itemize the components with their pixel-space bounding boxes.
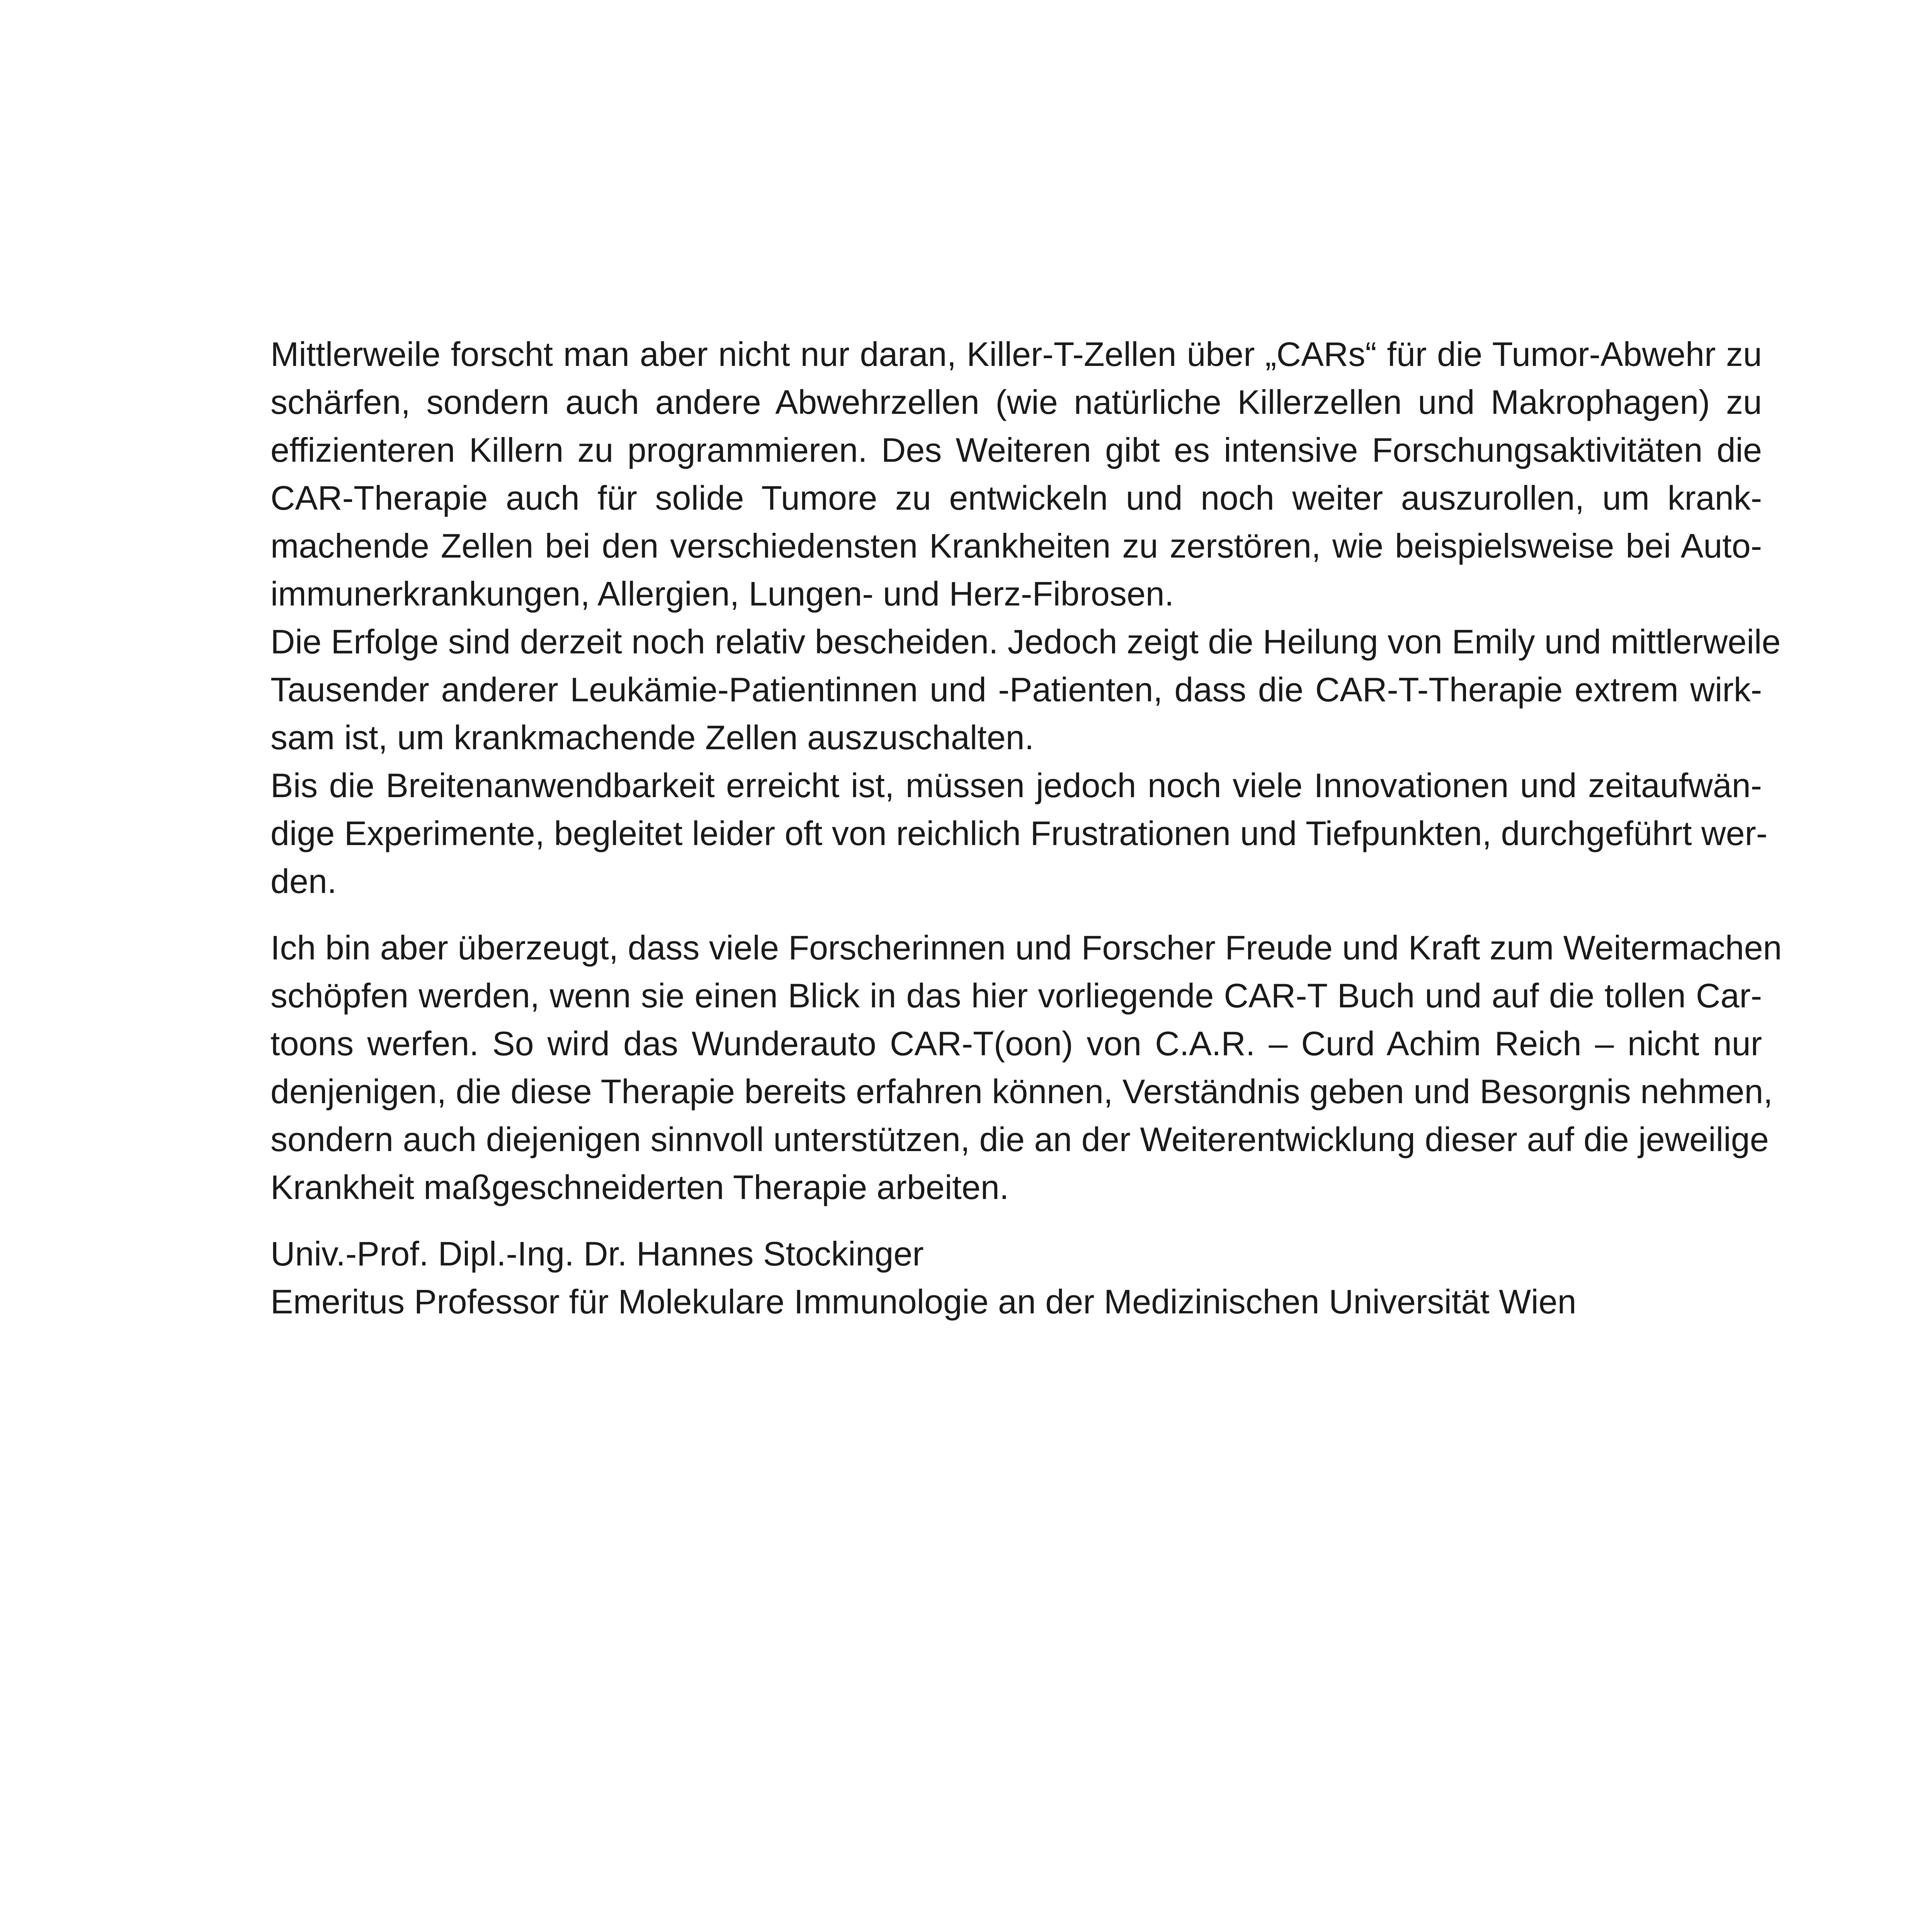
author-title: Emeritus Professor für Molekulare Immunologie an der Medizinischen Universität Wien	[270, 1282, 1577, 1321]
text-line: denjenigen, die diese Therapie bereits erfahren können, Verständnis geben und Besorgnis nehmen,	[270, 1072, 1773, 1111]
text-line: den.	[270, 862, 337, 900]
text-line: Krankheit maßgeschneiderten Therapie arbeiten.	[270, 1168, 1009, 1206]
body-text	[270, 330, 1782, 1326]
text-line: schärfen, sondern auch andere Abwehrzellen (wie natürliche Killerzellen und Makrophagen) zu	[270, 383, 1762, 421]
text-line: immunerkrankungen, Allergien, Lungen- und Herz-Fibrosen.	[270, 575, 1174, 613]
paragraph-spacer	[270, 1211, 1762, 1230]
text-line: toons werfen. So wird das Wunderauto CAR-T(oon) von C.A.R. – Curd Achim Reich – nicht nur	[270, 1024, 1762, 1063]
text-line: sam ist, um krankmachende Zellen auszuschalten.	[270, 718, 1034, 757]
text-line: CAR-Therapie auch für solide Tumore zu entwickeln und noch weiter auszurollen, um krank-	[270, 479, 1762, 517]
signature-block	[270, 1230, 1762, 1326]
author-name: Univ.-Prof. Dipl.-Ing. Dr. Hannes Stockinger	[270, 1235, 924, 1273]
text-line: Bis die Breitenanwendbarkeit erreicht ist, müssen jedoch noch viele Innovationen und zeitaufwän-	[270, 766, 1762, 804]
text-line: machende Zellen bei den verschiedensten Krankheiten zu zerstören, wie beispielsweise bei Auto-	[270, 527, 1762, 565]
text-line: Tausender anderer Leukämie-Patientinnen und -Patienten, dass die CAR-T-Therapie extrem wirk-	[270, 670, 1762, 709]
text-line: Ich bin aber überzeugt, dass viele Forscherinnen und Forscher Freude und Kraft zum Weitermachen	[270, 929, 1782, 967]
text-line: Mittlerweile forscht man aber nicht nur daran, Killer-T-Zellen über „CARs“ für die Tumor-Abwehr zu	[270, 335, 1762, 373]
paragraph-4	[270, 924, 1782, 1211]
paragraph-3	[270, 762, 1768, 905]
paragraph-1	[270, 330, 1762, 618]
text-line: Die Erfolge sind derzeit noch relativ bescheiden. Jedoch zeigt die Heilung von Emily und mittlerweile	[270, 622, 1781, 661]
paragraph-2	[270, 618, 1781, 762]
text-line: schöpfen werden, wenn sie einen Blick in das hier vorliegende CAR-T Buch und auf die tollen Car-	[270, 976, 1762, 1015]
text-line: effizienteren Killern zu programmieren. Des Weiteren gibt es intensive Forschungsaktivitäten die	[270, 431, 1762, 469]
paragraph-spacer	[270, 905, 1762, 924]
text-line: sondern auch diejenigen sinnvoll unterstützen, die an der Weiterentwicklung dieser auf die jeweilige	[270, 1120, 1769, 1158]
text-line: dige Experimente, begleitet leider oft von reichlich Frustrationen und Tiefpunkten, durchgeführt wer-	[270, 814, 1768, 852]
